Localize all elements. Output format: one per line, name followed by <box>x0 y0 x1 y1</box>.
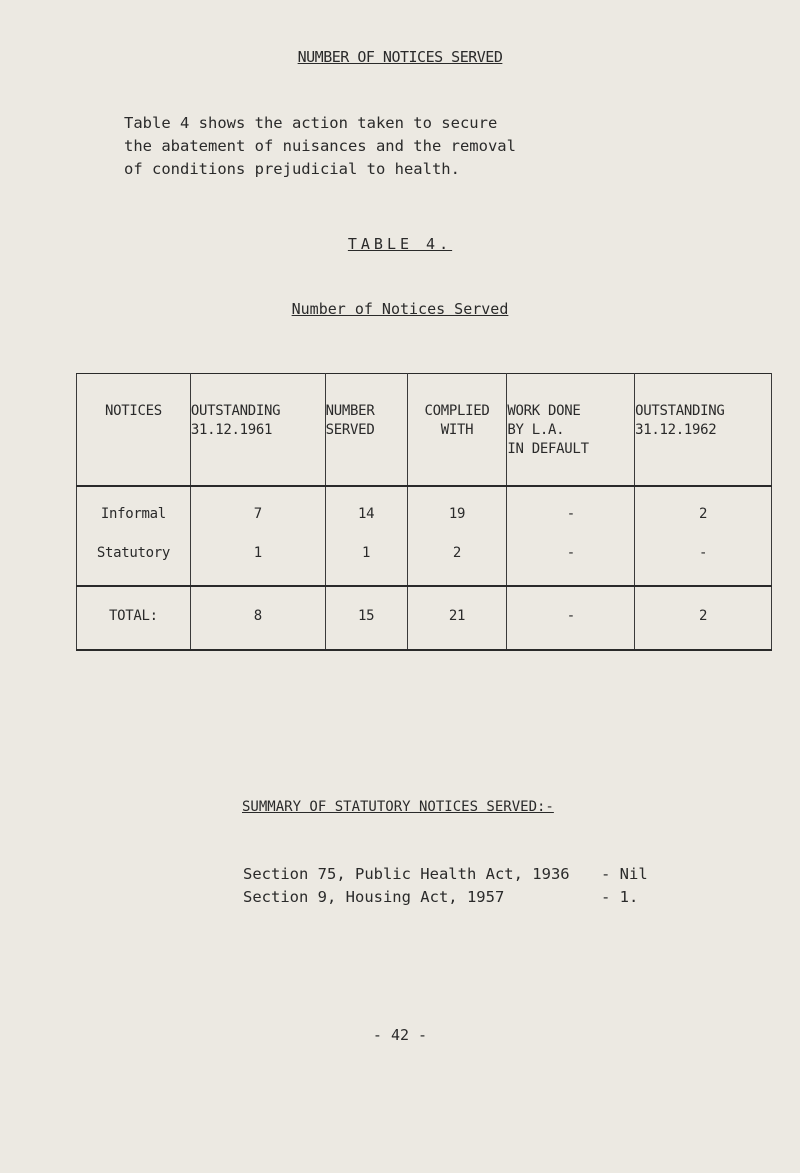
intro-paragraph <box>124 112 744 181</box>
header-complied-with: COMPLIED WITH <box>407 374 507 486</box>
intro-line: Table 4 shows the action taken to secure <box>124 114 498 132</box>
table-cell: 1 <box>190 531 325 586</box>
table-cell: 2 <box>635 486 772 531</box>
table-cell: Statutory <box>77 531 191 586</box>
table-cell: 2 <box>635 586 772 650</box>
table-cell: - <box>507 586 635 650</box>
summary-item-value: - 1. <box>601 888 639 906</box>
header-outstanding-1961: OUTSTANDING 31.12.1961 <box>190 374 325 486</box>
intro-line: the abatement of nuisances and the removal <box>124 137 516 155</box>
table-cell: 8 <box>190 586 325 650</box>
table-header-row <box>77 374 772 486</box>
table-cell: 2 <box>407 531 507 586</box>
table-cell: Informal <box>77 486 191 531</box>
header-notices: NOTICES <box>77 374 191 486</box>
summary-item <box>243 886 639 909</box>
summary-item-label: Section 9, Housing Act, 1957 <box>243 888 505 906</box>
table-row-statutory <box>77 531 772 586</box>
intro-line: of conditions prejudicial to health. <box>124 160 460 178</box>
header-outstanding-1962: OUTSTANDING 31.12.1962 <box>635 374 772 486</box>
table-cell: 19 <box>407 486 507 531</box>
table-cell: TOTAL: <box>77 586 191 650</box>
summary-list <box>243 863 648 909</box>
table-cell: - <box>635 531 772 586</box>
table-subtitle: Number of Notices Served <box>291 300 509 318</box>
summary-item <box>243 863 648 886</box>
table-cell: - <box>507 531 635 586</box>
table-total-row <box>77 586 772 650</box>
table-cell: 15 <box>325 586 407 650</box>
summary-title: SUMMARY OF STATUTORY NOTICES SERVED:- <box>242 799 554 815</box>
table-cell: 7 <box>190 486 325 531</box>
table-row-informal <box>77 486 772 531</box>
summary-item-label: Section 75, Public Health Act, 1936 <box>243 865 570 883</box>
summary-item-value: - Nil <box>601 865 648 883</box>
notices-table <box>76 373 772 651</box>
table-cell: 14 <box>325 486 407 531</box>
section-heading: NUMBER OF NOTICES SERVED <box>297 48 503 66</box>
table-cell: - <box>507 486 635 531</box>
table-cell: 21 <box>407 586 507 650</box>
table-cell: 1 <box>325 531 407 586</box>
header-work-done: WORK DONE BY L.A. IN DEFAULT <box>507 374 635 486</box>
table-title: TABLE 4. <box>347 235 453 253</box>
page-number: - 42 - <box>372 1026 428 1044</box>
header-number-served: NUMBER SERVED <box>325 374 407 486</box>
